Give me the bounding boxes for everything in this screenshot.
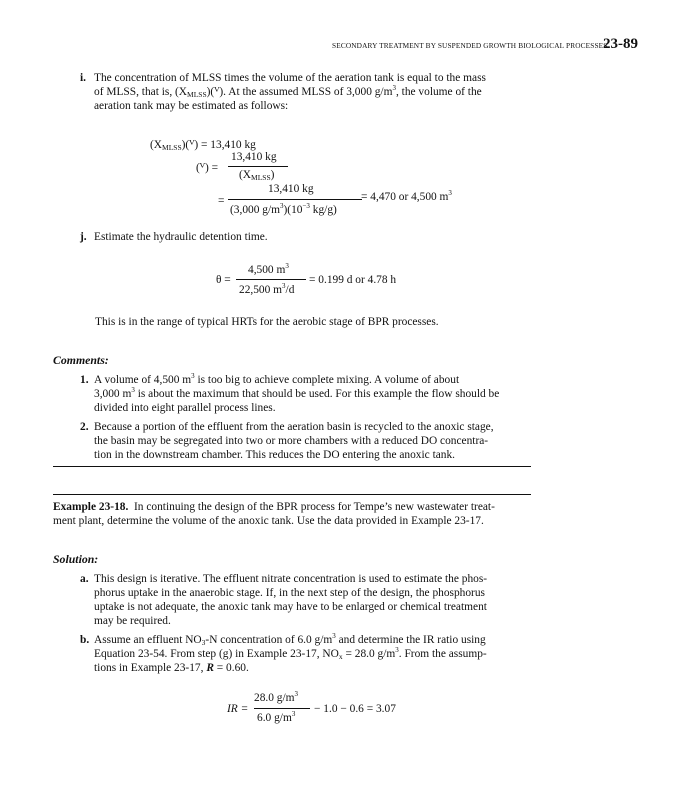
solution-step-a-line-4: may be required. <box>94 615 171 627</box>
solution-step-b-line-2: Equation 23-54. From step (g) in Example 23-17, $NO_x = 28.0$ $g/m^3$. From the assump- <box>94 646 487 661</box>
example-line-2: ment plant, determine the volume of the anoxic tank. Use the data provided in Example 23-17. <box>53 515 484 527</box>
section-divider <box>53 466 531 467</box>
fraction-bar <box>228 199 362 200</box>
example-line-1: Example 23-18. In continuing the design of the BPR process for Tempe’s new wastewater treat- <box>53 501 495 513</box>
equation-volume-lhs: (ⱽ) = <box>196 162 219 174</box>
comments-heading: Comments: <box>53 353 109 367</box>
comment-2 <box>80 420 540 464</box>
step-i-label: i. <box>80 72 87 84</box>
comment-2-line-1: Because a portion of the effluent from the aeration basin is recycled to the anoxic stage, <box>94 421 494 433</box>
step-j-label: j. <box>80 231 87 243</box>
solution-heading: Solution: <box>53 552 99 566</box>
step-i-line-3: aeration tank may be estimated as follows: <box>94 100 289 112</box>
equation-volume-eq-sign: = <box>218 195 225 207</box>
equation-theta-denominator: 22,500 $m^3/d$ <box>239 282 295 296</box>
fraction-bar <box>228 166 288 167</box>
solution-step-a <box>80 572 540 630</box>
comment-2-line-2: the basin may be segregated into two or more chambers with a reduced DO concentra- <box>94 435 489 447</box>
solution-step-b-line-1: Assume an effluent $NO_3-N$ concentration of 6.0 $g/m^3$ and determine the IR ratio using <box>94 632 486 647</box>
comment-2-label: 2. <box>80 421 89 433</box>
solution-step-a-line-1: This design is iterative. The effluent nitrate concentration is used to estimate the phos- <box>94 573 488 585</box>
equation-volume-denominator-2: (3,000 $g/m^3)(10^{-3}$ kg/g) <box>230 202 337 216</box>
equation-ir-result: − 1.0 − 0.6 = 3.07 <box>314 703 396 715</box>
equation-theta-lhs: θ = <box>216 274 231 286</box>
page-number: 23-89 <box>603 36 638 52</box>
step-i-line-1: The concentration of MLSS times the volume of the aeration tank is equal to the mass <box>94 72 486 84</box>
fraction-bar <box>254 708 310 709</box>
solution-step-b-line-3: tions in Example 23-17, R = 0.60. <box>94 662 249 674</box>
equation-volume-numerator-2: 13,410 kg <box>268 183 314 195</box>
step-j <box>80 230 540 246</box>
equation-volume-numerator: 13,410 kg <box>231 151 277 163</box>
solution-step-b <box>80 633 540 677</box>
step-i-line-2: of MLSS, that is, $(X_{MLSS})(ⱽ)$. At the assumed MLSS of 3,000 $g/m^3$, the volume of the <box>94 84 482 99</box>
fraction-bar <box>236 279 306 280</box>
equation-volume-denominator: $(X_{MLSS})$ <box>239 169 275 182</box>
solution-step-a-line-3: uptake is not adequate, the anoxic tank may have to be enlarged or chemical treatment <box>94 601 487 613</box>
comment-1 <box>80 373 540 417</box>
comment-1-line-1: A volume of 4,500 $m^3$ is too big to achieve complete mixing. A volume of about <box>94 372 460 386</box>
comment-2-line-3: tion in the downstream chamber. This reduces the DO entering the anoxic tank. <box>94 449 456 461</box>
solution-step-a-label: a. <box>80 573 89 585</box>
equation-ir-numerator: 28.0 $g/m^3$ <box>254 690 299 704</box>
solution-step-b-label: b. <box>80 634 90 646</box>
equation-mlss-line-1: $(X_{MLSS})(ⱽ) = 13,410$ kg <box>150 139 256 152</box>
equation-theta-numerator: 4,500 $m^3$ <box>248 262 289 276</box>
equation-ir-lhs: IR = <box>227 703 249 715</box>
step-i <box>80 71 540 115</box>
section-divider <box>53 494 531 495</box>
running-head: SECONDARY TREATMENT BY SUSPENDED GROWTH BIOLOGICAL PROCESSES <box>332 41 608 50</box>
comment-1-label: 1. <box>80 374 89 386</box>
step-j-text: Estimate the hydraulic detention time. <box>94 231 268 243</box>
equation-theta-result: = 0.199 d or 4.78 h <box>309 274 397 286</box>
equation-ir-denominator: 6.0 $g/m^3$ <box>257 710 296 724</box>
comment-1-line-3: divided into eight parallel process lines. <box>94 402 276 414</box>
example-23-18 <box>53 500 533 528</box>
equation-volume-result: = 4,470 or 4,500 $m^3$ <box>361 189 452 203</box>
comment-1-line-2: 3,000 $m^3$ is about the maximum that should be used. For this example the flow should be <box>94 386 500 400</box>
example-label: Example 23-18. <box>53 501 129 513</box>
solution-step-a-line-2: phorus uptake in the anaerobic stage. If, in the next step of the design, the phosphorus <box>94 587 485 599</box>
range-note: This is in the range of typical HRTs for the aerobic stage of BPR processes. <box>95 316 439 328</box>
